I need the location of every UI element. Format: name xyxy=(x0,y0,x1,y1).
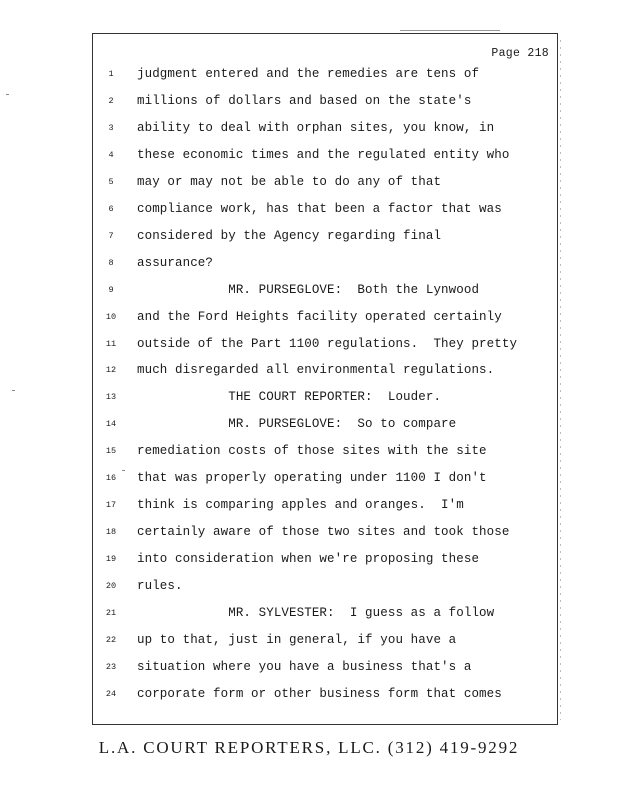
line-number: 23 xyxy=(105,661,117,672)
transcript-line: MR. PURSEGLOVE: Both the Lynwood xyxy=(137,282,480,297)
transcript-line: MR. SYLVESTER: I guess as a follow xyxy=(137,606,495,620)
reporter-footer: L.A. COURT REPORTERS, LLC. (312) 419-9292 xyxy=(98,738,520,757)
line-number: 2 xyxy=(108,95,114,106)
transcript-line: remediation costs of those sites with the site xyxy=(137,444,487,459)
line-number: 7 xyxy=(108,230,114,241)
transcript-line: into consideration when we're proposing these xyxy=(137,552,480,567)
transcript-line: judgment entered and the remedies are tens of xyxy=(137,67,480,81)
line-number: 14 xyxy=(105,419,117,430)
transcript-line: situation where you have a business that's a xyxy=(137,659,472,674)
line-number: 22 xyxy=(105,634,117,645)
transcript-line: think is comparing apples and oranges. I'm xyxy=(137,498,464,513)
line-number: 3 xyxy=(108,122,114,133)
line-number: 13 xyxy=(105,392,117,403)
transcript-line: outside of the Part 1100 regulations. They pretty xyxy=(137,336,518,351)
transcript-line: considered by the Agency regarding final xyxy=(137,228,442,243)
transcript-line: much disregarded all environmental regulations. xyxy=(137,363,495,378)
transcript-line: THE COURT REPORTER: Louder. xyxy=(137,390,442,405)
line-number: 19 xyxy=(105,554,117,565)
transcript-line: compliance work, has that been a factor that was xyxy=(137,201,502,216)
transcript-line: that was properly operating under 1100 I don't xyxy=(137,471,487,486)
line-number: 15 xyxy=(105,446,117,457)
scan-speck xyxy=(12,390,15,391)
page-number: Page 218 xyxy=(491,47,549,60)
transcript-line: assurance? xyxy=(137,255,214,270)
line-number: 12 xyxy=(105,365,117,376)
transcript-line: MR. PURSEGLOVE: So to compare xyxy=(137,417,457,432)
line-number: 8 xyxy=(108,257,114,268)
transcript-line: up to that, just in general, if you have a xyxy=(137,632,457,647)
line-number: 20 xyxy=(105,581,117,592)
transcript-line: ability to deal with orphan sites, you know, in xyxy=(137,120,495,135)
transcript-line: may or may not be able to do any of that xyxy=(137,174,442,189)
line-number: 6 xyxy=(108,203,114,214)
line-number: 10 xyxy=(105,311,117,322)
transcript-page xyxy=(92,33,558,725)
line-number: 17 xyxy=(105,500,117,511)
scan-speck xyxy=(6,94,9,95)
line-number: 4 xyxy=(108,149,114,160)
transcript-line: and the Ford Heights facility operated certainly xyxy=(137,309,502,324)
line-number: 1 xyxy=(108,69,114,79)
transcript-line: rules. xyxy=(137,579,183,594)
line-number: 11 xyxy=(105,338,117,349)
transcript-line: corporate form or other business form that comes xyxy=(137,686,502,701)
line-number: 5 xyxy=(108,176,114,187)
line-number: 24 xyxy=(105,688,117,699)
line-number: 9 xyxy=(108,284,114,295)
scan-artifact-top xyxy=(400,30,500,31)
line-number: 18 xyxy=(105,527,117,538)
transcript-line: certainly aware of those two sites and took those xyxy=(137,525,510,540)
transcript-line: these economic times and the regulated entity who xyxy=(137,147,510,162)
line-number: 16 xyxy=(105,473,117,484)
scan-artifact-edge xyxy=(560,40,561,720)
line-number: 21 xyxy=(105,608,117,618)
transcript-line: millions of dollars and based on the state's xyxy=(137,93,472,108)
